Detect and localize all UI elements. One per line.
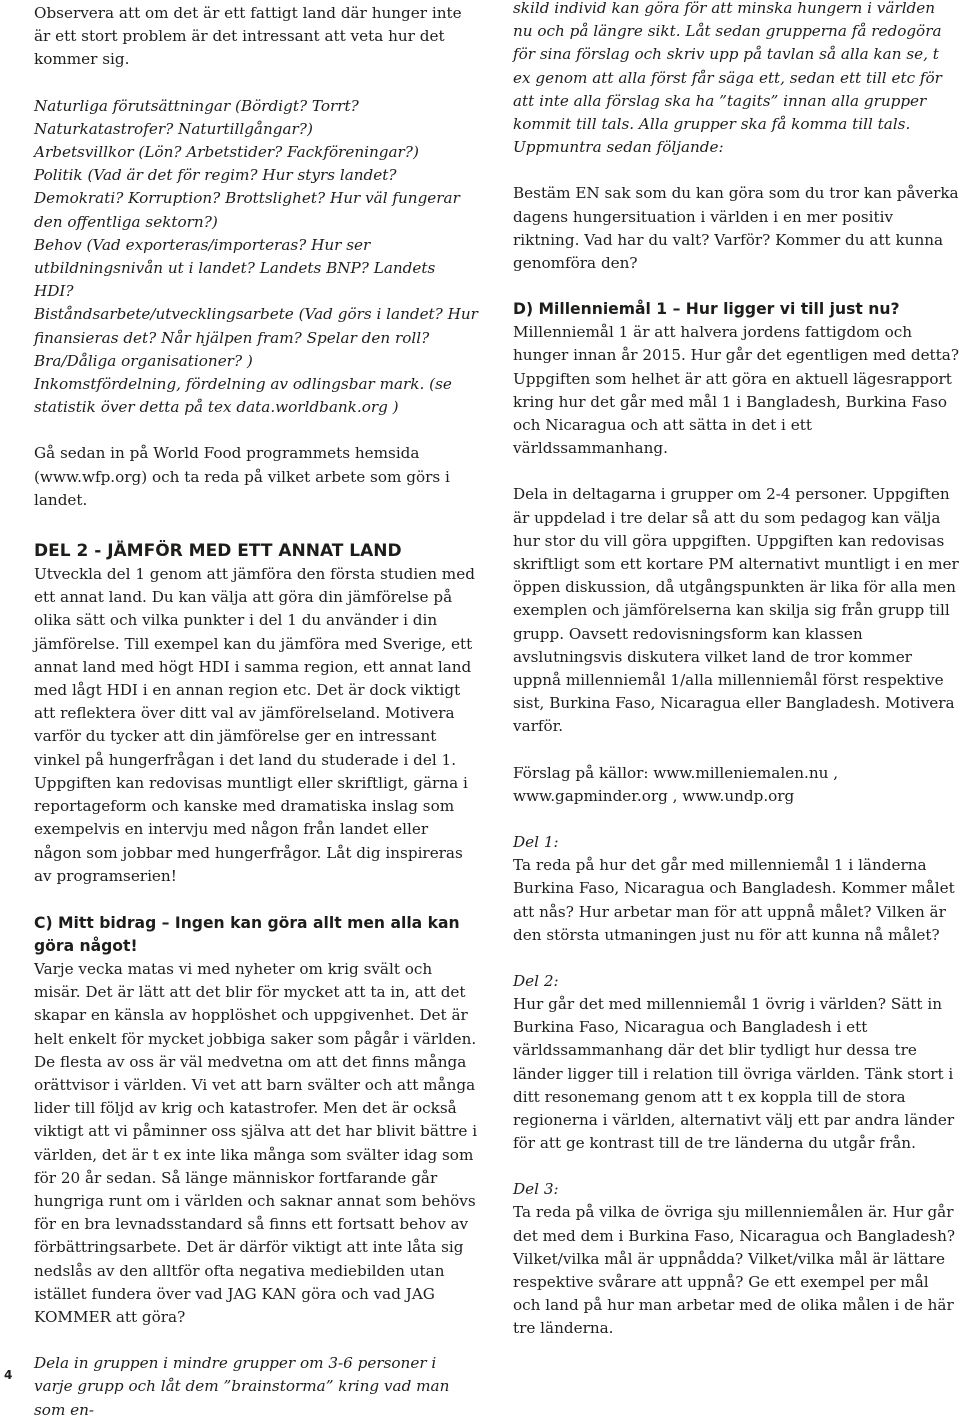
left-column	[34, 0, 478, 1422]
part3-label: Del 3:	[513, 1180, 559, 1199]
question-natural-conditions: Naturliga förutsättningar (Bördigt? Torrt? Naturkatastrofer? Naturtillgångar?)	[34, 96, 359, 138]
question-working-conditions: Arbetsvillkor (Lön? Arbetstider? Fackföreningar?)	[34, 143, 419, 162]
intro-paragraph: Observera att om det är ett fattigt land där hunger inte är ett stort problem är det intressant att veta hur det kommer sig.	[34, 4, 462, 69]
part1-label: Del 1:	[513, 833, 559, 852]
question-aid: Biståndsarbete/utvecklingsarbete (Vad görs i landet? Hur finansieras det? Når hjälpen fram? Spelar den roll? Bra/Dåliga organisationer? )	[34, 305, 478, 370]
section-heading-del2: DEL 2 - JÄMFÖR MED ETT ANNAT LAND	[34, 541, 402, 562]
c-paragraph: Varje vecka matas vi med nyheter om krig svält och misär. Det är lätt att det blir för mycket att ta in, att det skapar en känsla av hopplöshet och uppgivenhet. Det är helt enkelt för mycket jobbiga saker som pågår i världen. De flesta av oss är väl medvetna om att det finns många orättvisor i världen. Vi vet att barn svälter och att många lider till följd av krig och katastrofer. Men det är också viktigt att vi påminner oss själva att det har blivit bättre i världen, det är t ex inte lika många som svälter idag som för 20 år sedan. Så länge människor fortfarande går hungriga runt om i världen och saknar annat som behövs för en bra levnadsstandard så finns ett fortsatt behov av förbättringsarbete. Det är därför viktigt att inte låta sig nedslås av den alltför ofta negativa mediebilden utan istället fundera över vad JAG KAN göra och vad JAG KOMMER att göra?	[34, 959, 478, 1326]
del2-paragraph: Utveckla del 1 genom att jämföra den första studien med ett annat land. Du kan välja att göra din jämförelse på olika sätt och vilka punkter i del 1 du använder i din jämförelse. Till exempel kan du jämföra med Sverige, ett annat land med högt HDI i samma region, ett annat land med lågt HDI i en annan region etc. Det är dock viktigt att reflektera över ditt val av jämförelseland. Motivera varför du tycker att din jämförelse ger en intressant vinkel på hungerfrågan i det land du studerade i del 1. Uppgiften kan redovisas muntligt eller skriftligt, gärna i reportageform och kanske med dramatiska inslag som exempelvis en intervju med någon från landet eller någon som jobbar med hungerfrågor. Låt dig inspireras av programserien!	[34, 565, 475, 885]
wfp-paragraph: Gå sedan in på World Food programmets hemsida (www.wfp.org) och ta reda på vilket arbete som görs i landet.	[34, 444, 450, 509]
question-politics: Politik (Vad är det för regim? Hur styrs landet? Demokrati? Korruption? Brottslighet? Hur väl fungerar den offentliga sektorn?)	[34, 166, 460, 231]
question-income-distribution: Inkomstfördelning, fördelning av odlingsbar mark. (se statistik över detta på tex data.worldbank.org )	[34, 375, 452, 417]
continued-instruction: skild individ kan göra för att minska hungern i världen nu och på längre sikt. Låt sedan grupperna få redogöra för sina förslag och skriv upp på tavlan så alla kan se, t ex genom att alla först får säga ett, sedan ett till etc för att inte alla förslag ska ha ”tagits” innan alla grupper kommit till tals. Alla grupper ska få komma till tals. Uppmuntra sedan följande:	[513, 0, 942, 157]
divide-participants-paragraph: Dela in deltagarna i grupper om 2-4 personer. Uppgiften är uppdelad i tre delar så att du som pedagog kan välja hur stor du vill göra uppgiften. Uppgiften kan redovisas skriftligt som ett kortare PM alternativt muntligt i en mer öppen diskussion, då utgångspunkten är lika för alla men exemplen och jämförelserna kan skilja sig från grupp till grupp. Oavsett redovisningsform kan klassen avslutningsvis diskutera vilket land de tror kommer uppnå millenniemål 1/alla millenniemål först respektive sist, Burkina Faso, Nicaragua eller Bangladesh. Motivera varför.	[513, 485, 959, 736]
section-heading-d: D) Millenniemål 1 – Hur ligger vi till just nu?	[513, 300, 900, 319]
d-paragraph: Millenniemål 1 är att halvera jordens fattigdom och hunger innan år 2015. Hur går det egentligen med detta? Uppgiften som helhet är att göra en aktuell lägesrapport kring hur det går med mål 1 i Bangladesh, Burkina Faso och Nicaragua och att sätta in det i ett världssammanhang.	[513, 323, 959, 458]
part2-label: Del 2:	[513, 971, 559, 990]
part3-text: Ta reda på vilka de övriga sju millenniemålen är. Hur går det med dem i Burkina Faso, Nicaragua och Bangladesh? Vilket/vilka mål är uppnådda? Vilket/vilka mål är lättare respektive svårare att uppnå? Ge ett exempel per mål och land på hur man arbetar med de olika målen i de här tre länderna.	[513, 1203, 956, 1338]
section-heading-c: C) Mitt bidrag – Ingen kan göra allt men alla kan göra något!	[34, 913, 460, 955]
question-needs: Behov (Vad exporteras/importeras? Hur ser utbildningsnivån ut i landet? Landets BNP? Landets HDI?	[34, 235, 436, 301]
decide-paragraph: Bestäm EN sak som du kan göra som du tror kan påverka dagens hungersituation i världen i en mer positiv riktning. Vad har du valt? Varför? Kommer du att kunna genomföra den?	[513, 184, 959, 273]
page-number: 4	[4, 1368, 13, 1382]
part1-text: Ta reda på hur det går med millenniemål 1 i länderna Burkina Faso, Nicaragua och Bangladesh. Kommer målet att nås? Hur arbetar man för att uppnå målet? Vilken är den största utmaningen just nu för att kunna nå målet?	[513, 856, 955, 944]
part2-text: Hur går det med millenniemål 1 övrig i världen? Sätt in Burkina Faso, Nicaragua och Bangladesh i ett världssammanhang där det blir tydligt hur dessa tre länder ligger till i relation till övriga världen. Tänk stort i ditt resonemang genom att t ex koppla till de stora regionerna i världen, alternativt välj ett par andra länder för att ge kontrast till de tre länderna du utgår från.	[513, 994, 955, 1153]
group-instruction: Dela in gruppen i mindre grupper om 3-6 personer i varje grupp och låt dem ”brainstorma” kring vad man som en-	[34, 1354, 450, 1419]
right-column	[513, 0, 959, 1341]
sources-paragraph: Förslag på källor: www.milleniemalen.nu , www.gapminder.org , www.undp.org	[513, 763, 839, 805]
